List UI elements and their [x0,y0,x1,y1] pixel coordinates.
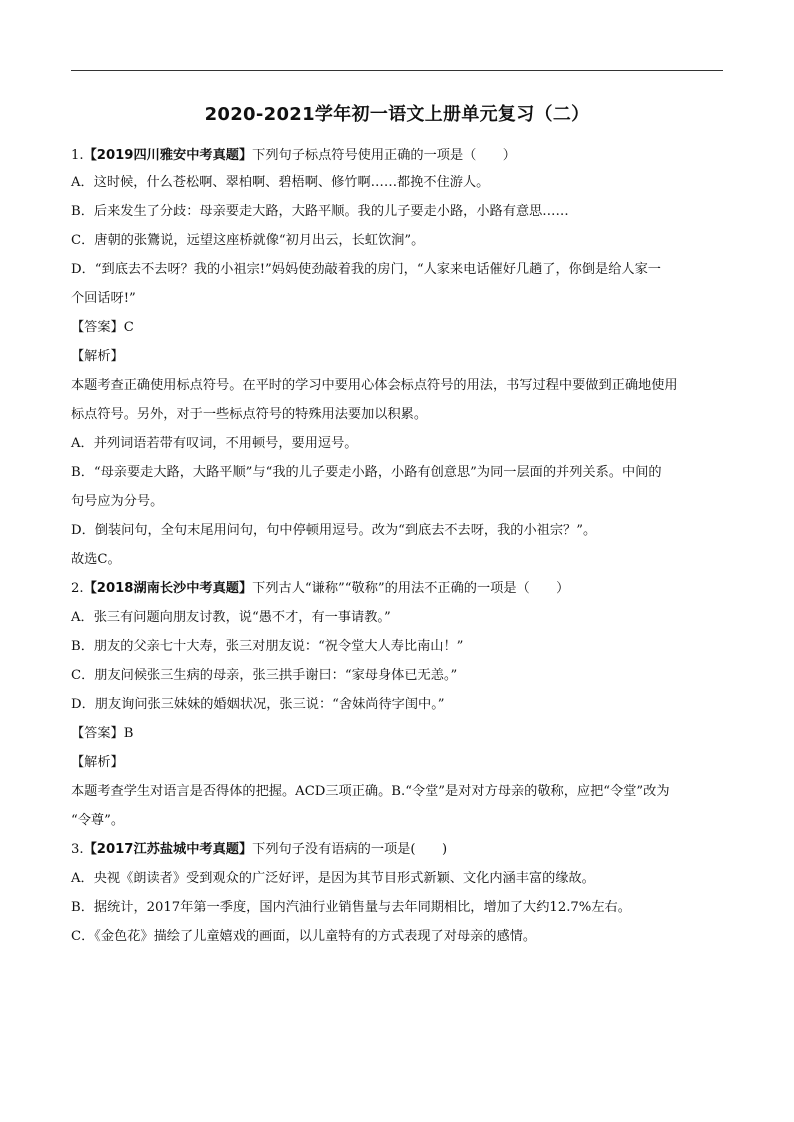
question-3-option-a: A．央视《朗读者》受到观众的广泛好评，是因为其节目形式新颖、文化内涵丰富的缘故。 [71,871,595,886]
question-3-option-b: B．据统计，2017年第一季度，国内汽油行业销售量与去年同期相比，增加了大约12.7%左右。 [71,900,631,915]
question-1-stem [71,146,725,166]
question-3-stem [71,840,725,860]
question-3-option-c: C．《金色花》描绘了儿童嬉戏的画面，以儿童特有的方式表现了对母亲的感情。 [71,929,537,944]
question-3-number: 3. [71,842,84,857]
question-2-option-b: B．朋友的父亲七十大寿，张三对朋友说：“祝令堂大人寿比南山！” [71,639,464,654]
question-1-option-c: C．唐朝的张鷟说，远望这座桥就像“初月出云，长虹饮涧”。 [71,233,425,248]
question-1-answer: 【答案】C [71,320,134,335]
question-1-conclusion: 故选C。 [71,552,121,567]
question-1-analysis-label: 【解析】 [71,349,124,364]
question-1-analysis-a: A．并列词语若带有叹词，不用顿号，要用逗号。 [71,436,358,451]
question-1-text: 下列句子标点符号使用正确的一项是（ ） [252,148,516,163]
question-1-option-d-line-1: D．“到底去不去呀？我的小祖宗!”妈妈使劲敲着我的房门，“人家来电话催好几趟了，你倒是给人家一 [71,262,661,277]
question-1-option-a: A．这时候，什么苍松啊、翠柏啊、碧梧啊、修竹啊……都挽不住游人。 [71,175,490,190]
question-2-number: 2. [71,581,84,596]
question-2-source: 【2018湖南长沙中考真题】 [83,581,253,596]
question-1-analysis-b-line-1: B．“母亲要走大路，大路平顺”与“我的儿子要走小路，小路有创意思”为同一层面的并列关系。中间的 [71,465,662,480]
question-2-option-a: A．张三有问题向朋友讨教，说“愚不才，有一事请教。” [71,610,391,625]
question-1-analysis-b-line-2: 句号应为分号。 [71,494,164,509]
question-1-number: 1. [71,148,84,163]
question-2-analysis-line-2: “令尊”。 [71,813,125,828]
question-1-analysis-line-1: 本题考查正确使用标点符号。在平时的学习中要用心体会标点符号的用法，书写过程中要做到正确地使用 [71,378,678,393]
question-3-source: 【2017江苏盐城中考真题】 [83,842,253,857]
question-1-source: 【2019四川雅安中考真题】 [83,148,253,163]
question-1-option-b: B．后来发生了分歧：母亲要走大路，大路平顺。我的儿子要走小路，小路有意思…… [71,204,569,219]
question-1-analysis-d: D．倒装问句，全句末尾用问句，句中停顿用逗号。改为“到底去不去呀，我的小祖宗？”。 [71,523,597,538]
header-rule [71,70,723,71]
question-2-answer: 【答案】B [71,726,134,741]
page-title: 2020-2021学年初一语文上册单元复习（二） [204,104,590,125]
question-2-analysis-line-1: 本题考查学生对语言是否得体的把握。ACD三项正确。B.“令堂”是对对方母亲的敬称，应把“令堂”改为 [71,784,670,799]
question-2-stem [71,579,725,599]
question-1-option-d-line-2: 个回话呀!” [71,291,136,306]
question-2-analysis-label: 【解析】 [71,755,124,770]
question-2-text: 下列古人“谦称”“敬称”的用法不正确的一项是（ ） [252,581,570,596]
question-2-option-d: D．朋友询问张三妹妹的婚姻状况，张三说：“舍妹尚待字闺中。” [71,697,445,712]
question-1-analysis-line-2: 标点符号。另外，对于一些标点符号的特殊用法要加以积累。 [71,407,428,422]
question-3-text: 下列句子没有语病的一项是( ) [252,842,448,857]
question-2-option-c: C．朋友问候张三生病的母亲，张三拱手谢曰：“家母身体已无恙。” [71,668,458,683]
